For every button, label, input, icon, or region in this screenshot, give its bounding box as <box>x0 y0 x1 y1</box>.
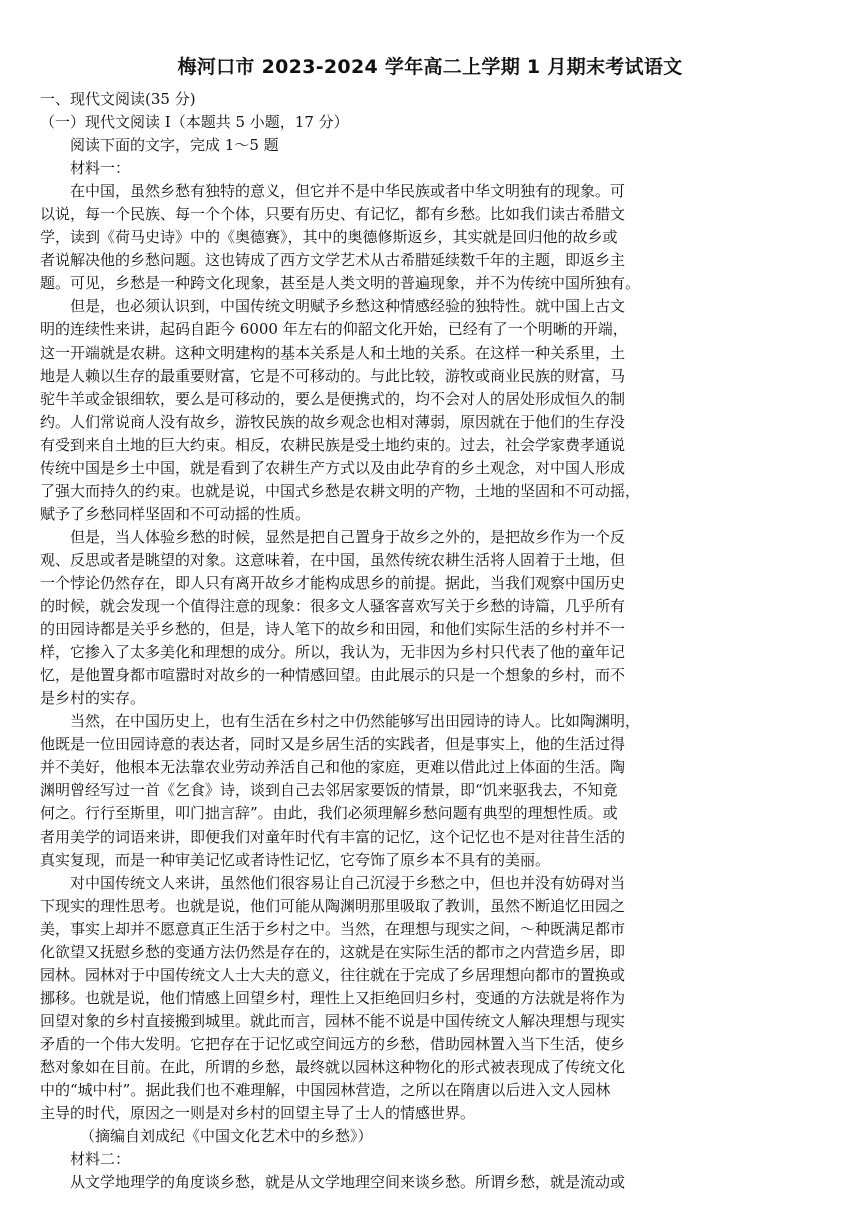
page-title: 梅河口市 2023-2024 学年高二上学期 1 月期末考试语文 <box>177 56 683 78</box>
text-line: 赋予了乡愁同样坚固和不可动摇的性质。 <box>40 504 311 523</box>
source-citation: （摘编自刘成纪《中国文化艺术中的乡愁》） <box>80 1127 373 1146</box>
text-line: 观、反思或者是眺望的对象。这意味着，在中国，虽然传统农耕生活将人固着于土地，但 <box>40 550 626 569</box>
subsection-heading: （一）现代文阅读 I（本题共 5 小题，17 分） <box>40 113 349 132</box>
text-line: 明的连续性来讲，起码自距今 6000 年左右的仰韶文化开始，已经有了一个明晰的开端， <box>40 320 628 339</box>
text-line: 化欲望又抚慰乡愁的变通方法仍然是存在的，这就是在实际生活的都市之内营造乡居，即 <box>40 942 626 961</box>
text-line: 的时候，就会发现一个值得注意的现象：很多文人骚客喜欢写关于乡愁的诗篇，几乎所有 <box>40 597 626 616</box>
text-line: 何之。行行至斯里，叩门拙言辞”。由此，我们必须理解乡愁问题有典型的理想性质。或 <box>40 804 618 823</box>
material-label: 材料一： <box>70 159 131 178</box>
text-line: 是乡村的实存。 <box>40 689 146 708</box>
text-line: 矛盾的一个伟大发明。它把存在于记忆或空间远方的乡愁，借助园林置入当下生活，使乡 <box>40 1034 626 1053</box>
text-line: 下现实的理性思考。也就是说，他们可能从陶渊明那里吸取了教训，虽然不断追忆田园之 <box>40 896 626 915</box>
text-line: 者用美学的词语来讲，即便我们对童年时代有丰富的记忆，这个记忆也不是对往昔生活的 <box>40 827 626 846</box>
text-line: 从文学地理学的角度谈乡愁，就是从文学地理空间来谈乡愁。所谓乡愁，就是流动或 <box>70 1173 626 1192</box>
text-line: 一个悖论仍然存在，即人只有离开故乡才能构成思乡的前提。据此，当我们观察中国历史 <box>40 573 626 592</box>
text-line: 题。可见，乡愁是一种跨文化现象，甚至是人类文明的普遍现象，并不为传统中国所独有。 <box>40 274 641 293</box>
text-line: 约。人们常说商人没有故乡，游牧民族的故乡观念也相对薄弱，原因就在于他们的生存没 <box>40 412 626 431</box>
text-line: 并不美好，他根本无法靠农业劳动养活自己和他的家庭，更难以借此过上体面的生活。陶 <box>40 758 626 777</box>
text-line: 在中国，虽然乡愁有独特的意义，但它并不是中华民族或者中华文明独有的现象。可 <box>70 182 626 201</box>
text-line: 中的“城中村”。据此我们也不难理解，中国园林营造，之所以在隋唐以后进入文人园林 <box>40 1081 611 1100</box>
reading-text <box>40 88 640 1194</box>
section-heading: 一、现代文阅读(35 分) <box>40 90 196 108</box>
text-line: 渊明曾经写过一首《乞食》诗，谈到自己去邻居家要饭的情景，即“饥来驱我去，不知竟 <box>40 781 618 800</box>
text-line: 但是，当人体验乡愁的时候，显然是把自己置身于故乡之外的，是把故乡作为一个反 <box>70 527 626 546</box>
text-line: 了强大而持久的约束。也就是说，中国式乡愁是农耕文明的产物，土地的坚固和不可动摇， <box>40 481 641 500</box>
text-line: 地是人赖以生存的最重要财富，它是不可移动的。与此比较，游牧或商业民族的财富，马 <box>40 366 626 385</box>
text-line: 当然，在中国历史上，也有生活在乡村之中仍然能够写出田园诗的诗人。比如陶渊明， <box>70 712 641 731</box>
text-line: 他既是一位田园诗意的表达者，同时又是乡居生活的实践者，但是事实上，他的生活过得 <box>40 735 626 754</box>
text-line: 样，它掺入了太多美化和理想的成分。所以，我认为，无非因为乡村只代表了他的童年记 <box>40 643 626 662</box>
material-label: 材料二： <box>70 1150 131 1169</box>
text-line: 主导的时代，原因之一则是对乡村的回望主导了士人的情感世界。 <box>40 1104 476 1123</box>
text-line: 忆，是他置身都市喧嚣时对故乡的一种情感回望。由此展示的只是一个想象的乡村，而不 <box>40 666 626 685</box>
text-line: 驼牛羊或金银细软，要么是可移动的，要么是便携式的，均不会对人的居处形成恒久的制 <box>40 389 626 408</box>
text-line: 挪移。也就是说，他们情感上回望乡村，理性上又拒绝回归乡村，变通的方法就是将作为 <box>40 988 626 1007</box>
text-line: 对中国传统文人来讲，虽然他们很容易让自己沉浸于乡愁之中，但也并没有妨碍对当 <box>70 873 626 892</box>
text-line: 以说，每一个民族、每一个个体，只要有历史、有记忆，都有乡愁。比如我们读古希腊文 <box>40 205 626 224</box>
text-line: 园林。园林对于中国传统文人士大夫的意义，往往就在于完成了乡居理想向都市的置换或 <box>40 965 626 984</box>
text-line: 这一开端就是农耕。这种文明建构的基本关系是人和土地的关系。在这样一种关系里，土 <box>40 343 626 362</box>
text-line: 愁对象如在目前。在此，所谓的乡愁，最终就以园林这种物化的形式被表现成了传统文化 <box>40 1057 626 1076</box>
text-line: 者说解决他的乡愁问题。这也铸成了西方文学艺术从古希腊延续数千年的主题，即返乡主 <box>40 251 626 270</box>
text-line: 学，读到《荷马史诗》中的《奥德赛》，其中的奥德修斯返乡，其实就是回归他的故乡或 <box>40 228 618 247</box>
text-line: 但是，也必须认识到，中国传统文明赋予乡愁这种情感经验的独特性。就中国上古文 <box>70 297 626 316</box>
text-line: 真实复现，而是一种审美记忆或者诗性记忆，它夸饰了原乡本不具有的美丽。 <box>40 850 551 869</box>
text-line: 传统中国是乡土中国，就是看到了农耕生产方式以及由此孕育的乡土观念，对中国人形成 <box>40 458 626 477</box>
text-line: 的田园诗都是关乎乡愁的，但是，诗人笔下的故乡和田园，和他们实际生活的乡村并不一 <box>40 620 626 639</box>
text-line: 有受到来自土地的巨大约束。相反，农耕民族是受土地约束的。过去，社会学家费孝通说 <box>40 435 626 454</box>
text-line: 回望对象的乡村直接搬到城里。就此而言，园林不能不说是中国传统文人解决理想与现实 <box>40 1011 626 1030</box>
text-line: 美，事实上却并不愿意真正生活于乡村之中。当然，在理想与现实之间，～种既满足都市 <box>40 919 626 938</box>
instruction-line: 阅读下面的文字，完成 1～5 题 <box>70 136 279 155</box>
